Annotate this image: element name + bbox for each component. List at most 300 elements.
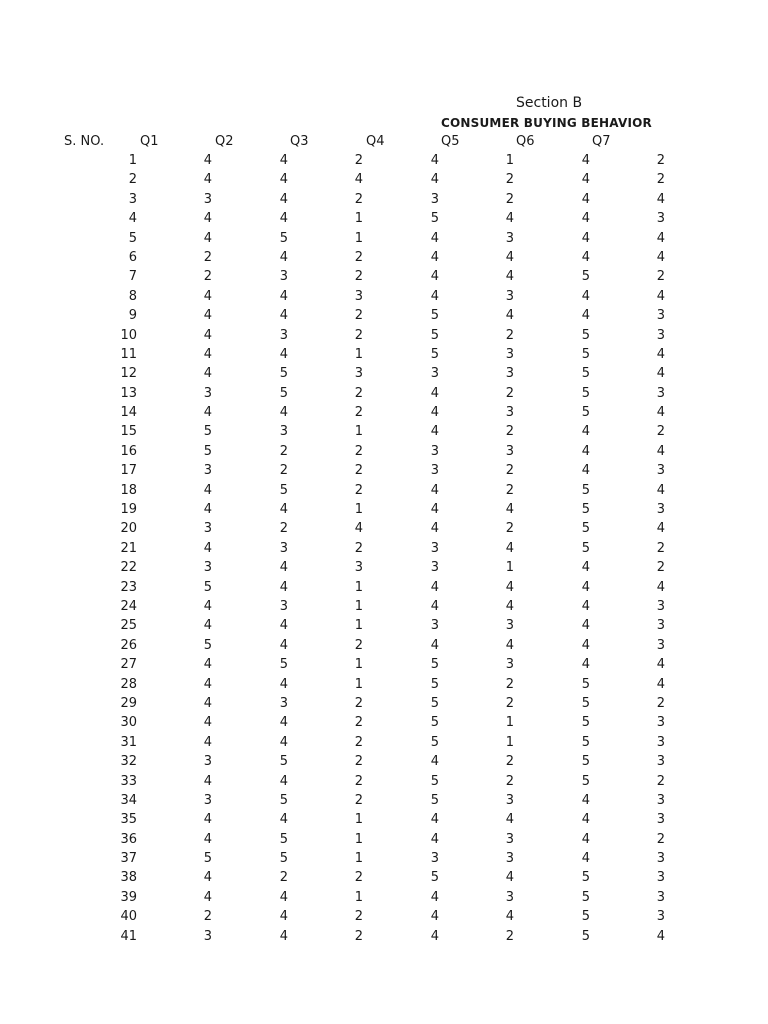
cell-q7: 4: [656, 676, 665, 692]
row-number: 19: [120, 502, 137, 518]
cell-q7: 4: [656, 521, 665, 537]
cell-q3: 3: [354, 366, 363, 382]
cell-q5: 2: [505, 424, 514, 440]
table-row: [0, 461, 768, 480]
row-number: 4: [128, 211, 137, 227]
cell-q5: 2: [505, 172, 514, 188]
cell-q2: 5: [279, 851, 288, 867]
row-number: 39: [120, 889, 137, 905]
cell-q5: 1: [505, 153, 514, 168]
cell-q5: 2: [505, 463, 514, 479]
table-row: [0, 442, 768, 461]
row-number: 11: [120, 346, 137, 362]
row-number: 15: [120, 424, 137, 440]
row-number: 33: [120, 773, 137, 789]
cell-q1: 4: [203, 657, 212, 673]
cell-q6: 5: [581, 870, 590, 886]
cell-q6: 4: [581, 153, 590, 168]
cell-q5: 2: [505, 754, 514, 770]
cell-q3: 1: [354, 598, 363, 614]
cell-q2: 5: [279, 385, 288, 401]
cell-q6: 5: [581, 734, 590, 750]
cell-q7: 3: [656, 618, 665, 634]
cell-q5: 3: [505, 851, 514, 867]
table-row: [0, 868, 768, 887]
cell-q6: 4: [581, 249, 590, 265]
cell-q6: 5: [581, 540, 590, 556]
cell-q7: 3: [656, 308, 665, 324]
row-number: 18: [120, 482, 137, 498]
cell-q6: 4: [581, 657, 590, 673]
row-number: 26: [120, 637, 137, 653]
cell-q7: 3: [656, 870, 665, 886]
row-number: 40: [120, 909, 137, 925]
cell-q7: 3: [656, 792, 665, 808]
cell-q5: 2: [505, 676, 514, 692]
cell-q2: 2: [279, 870, 288, 886]
cell-q4: 4: [430, 521, 439, 537]
cell-q7: 4: [656, 482, 665, 498]
cell-q4: 4: [430, 405, 439, 421]
cell-q6: 5: [581, 695, 590, 711]
cell-q7: 3: [656, 851, 665, 867]
row-number: 6: [128, 249, 137, 265]
cell-q1: 4: [203, 773, 212, 789]
table-row: [0, 791, 768, 810]
cell-q3: 1: [354, 618, 363, 634]
row-number: 31: [120, 734, 137, 750]
cell-q2: 5: [279, 482, 288, 498]
cell-q4: 4: [430, 579, 439, 595]
table-row: [0, 888, 768, 907]
cell-q5: 4: [505, 637, 514, 653]
table-title: CONSUMER BUYING BEHAVIOR: [441, 116, 652, 130]
cell-q7: 2: [656, 269, 665, 285]
row-number: 32: [120, 754, 137, 770]
cell-q6: 5: [581, 502, 590, 518]
cell-q6: 5: [581, 715, 590, 731]
table-row: [0, 752, 768, 771]
cell-q7: 3: [656, 385, 665, 401]
cell-q3: 2: [354, 443, 363, 459]
cell-q4: 3: [430, 366, 439, 382]
cell-q1: 5: [203, 424, 212, 440]
table-row: [0, 713, 768, 732]
cell-q6: 5: [581, 521, 590, 537]
cell-q2: 5: [279, 754, 288, 770]
cell-q6: 5: [581, 754, 590, 770]
cell-q5: 3: [505, 792, 514, 808]
cell-q5: 3: [505, 405, 514, 421]
cell-q4: 5: [430, 870, 439, 886]
cell-q3: 1: [354, 812, 363, 828]
cell-q7: 2: [656, 773, 665, 789]
cell-q7: 3: [656, 889, 665, 905]
cell-q3: 1: [354, 657, 363, 673]
cell-q2: 4: [279, 288, 288, 304]
table-row: [0, 810, 768, 829]
cell-q1: 4: [203, 308, 212, 324]
cell-q3: 1: [354, 676, 363, 692]
cell-q1: 4: [203, 327, 212, 343]
cell-q6: 4: [581, 191, 590, 207]
cell-q4: 4: [430, 754, 439, 770]
cell-q7: 4: [656, 288, 665, 304]
cell-q4: 5: [430, 657, 439, 673]
cell-q3: 2: [354, 249, 363, 265]
cell-q3: 1: [354, 211, 363, 227]
cell-q3: 2: [354, 191, 363, 207]
row-number: 41: [120, 928, 137, 944]
cell-q2: 4: [279, 889, 288, 905]
cell-q3: 4: [354, 521, 363, 537]
header-q1: Q1: [140, 134, 159, 149]
table-row: [0, 364, 768, 383]
row-number: 27: [120, 657, 137, 673]
cell-q2: 4: [279, 211, 288, 227]
cell-q2: 3: [279, 695, 288, 711]
cell-q7: 2: [656, 153, 665, 168]
row-number: 3: [128, 191, 137, 207]
header-q7: Q7: [592, 134, 611, 149]
cell-q6: 4: [581, 443, 590, 459]
cell-q1: 4: [203, 502, 212, 518]
cell-q7: 4: [656, 346, 665, 362]
cell-q4: 4: [430, 385, 439, 401]
cell-q2: 4: [279, 191, 288, 207]
cell-q3: 2: [354, 153, 363, 168]
cell-q3: 1: [354, 851, 363, 867]
cell-q5: 3: [505, 618, 514, 634]
cell-q4: 4: [430, 637, 439, 653]
header-q4: Q4: [366, 134, 385, 149]
section-label: Section B: [516, 95, 583, 111]
cell-q7: 3: [656, 463, 665, 479]
cell-q2: 2: [279, 521, 288, 537]
cell-q7: 4: [656, 443, 665, 459]
cell-q4: 4: [430, 831, 439, 847]
cell-q1: 4: [203, 870, 212, 886]
cell-q5: 2: [505, 521, 514, 537]
row-number: 36: [120, 831, 137, 847]
cell-q3: 2: [354, 792, 363, 808]
cell-q6: 4: [581, 172, 590, 188]
cell-q2: 4: [279, 773, 288, 789]
cell-q3: 3: [354, 560, 363, 576]
cell-q3: 2: [354, 463, 363, 479]
row-number: 29: [120, 695, 137, 711]
cell-q1: 3: [203, 792, 212, 808]
cell-q2: 4: [279, 153, 288, 168]
header-q6: Q6: [516, 134, 535, 149]
cell-q4: 5: [430, 327, 439, 343]
row-number: 8: [128, 288, 137, 304]
cell-q5: 3: [505, 443, 514, 459]
table-body: [0, 151, 768, 946]
table-row: [0, 170, 768, 189]
cell-q1: 2: [203, 249, 212, 265]
cell-q5: 3: [505, 288, 514, 304]
cell-q3: 2: [354, 870, 363, 886]
cell-q1: 4: [203, 889, 212, 905]
cell-q4: 4: [430, 909, 439, 925]
table-row: [0, 422, 768, 441]
row-number: 20: [120, 521, 137, 537]
cell-q6: 4: [581, 637, 590, 653]
cell-q7: 4: [656, 579, 665, 595]
table-row: [0, 306, 768, 325]
cell-q2: 4: [279, 249, 288, 265]
cell-q5: 4: [505, 269, 514, 285]
cell-q7: 3: [656, 327, 665, 343]
cell-q2: 4: [279, 676, 288, 692]
cell-q1: 4: [203, 734, 212, 750]
cell-q1: 4: [203, 346, 212, 362]
cell-q5: 3: [505, 831, 514, 847]
cell-q2: 4: [279, 928, 288, 944]
cell-q7: 3: [656, 754, 665, 770]
cell-q1: 5: [203, 579, 212, 595]
cell-q1: 5: [203, 637, 212, 653]
cell-q7: 3: [656, 211, 665, 227]
table-row: [0, 733, 768, 752]
cell-q6: 5: [581, 269, 590, 285]
cell-q2: 4: [279, 637, 288, 653]
cell-q5: 4: [505, 540, 514, 556]
row-number: 34: [120, 792, 137, 808]
cell-q2: 4: [279, 502, 288, 518]
cell-q7: 3: [656, 734, 665, 750]
cell-q4: 5: [430, 308, 439, 324]
cell-q1: 3: [203, 928, 212, 944]
row-number: 7: [128, 269, 137, 285]
cell-q6: 4: [581, 288, 590, 304]
table-row: [0, 849, 768, 868]
cell-q4: 5: [430, 346, 439, 362]
table-row: [0, 927, 768, 946]
cell-q1: 4: [203, 405, 212, 421]
cell-q3: 2: [354, 327, 363, 343]
cell-q2: 4: [279, 812, 288, 828]
cell-q6: 5: [581, 909, 590, 925]
cell-q5: 2: [505, 327, 514, 343]
cell-q1: 4: [203, 831, 212, 847]
cell-q6: 5: [581, 482, 590, 498]
cell-q4: 4: [430, 502, 439, 518]
cell-q3: 2: [354, 540, 363, 556]
cell-q2: 5: [279, 230, 288, 246]
cell-q6: 5: [581, 773, 590, 789]
cell-q4: 4: [430, 889, 439, 905]
cell-q5: 4: [505, 249, 514, 265]
cell-q2: 4: [279, 734, 288, 750]
row-number: 12: [120, 366, 137, 382]
row-number: 28: [120, 676, 137, 692]
cell-q1: 4: [203, 715, 212, 731]
table-row: [0, 326, 768, 345]
row-number: 5: [128, 230, 137, 246]
cell-q6: 5: [581, 366, 590, 382]
cell-q5: 4: [505, 870, 514, 886]
cell-q6: 5: [581, 327, 590, 343]
cell-q7: 2: [656, 831, 665, 847]
table-row: [0, 772, 768, 791]
table-row: [0, 558, 768, 577]
cell-q6: 5: [581, 385, 590, 401]
cell-q3: 2: [354, 482, 363, 498]
cell-q2: 4: [279, 346, 288, 362]
cell-q5: 1: [505, 560, 514, 576]
header-q3: Q3: [290, 134, 309, 149]
row-number: 2: [128, 172, 137, 188]
cell-q5: 2: [505, 928, 514, 944]
cell-q1: 3: [203, 521, 212, 537]
row-number: 9: [128, 308, 137, 324]
table-row: [0, 907, 768, 926]
cell-q6: 4: [581, 211, 590, 227]
table-row: [0, 248, 768, 267]
cell-q3: 2: [354, 715, 363, 731]
cell-q1: 4: [203, 172, 212, 188]
cell-q3: 4: [354, 172, 363, 188]
cell-q2: 5: [279, 831, 288, 847]
row-number: 38: [120, 870, 137, 886]
cell-q5: 4: [505, 502, 514, 518]
cell-q5: 2: [505, 773, 514, 789]
cell-q1: 4: [203, 211, 212, 227]
cell-q2: 2: [279, 463, 288, 479]
cell-q3: 1: [354, 579, 363, 595]
cell-q7: 3: [656, 715, 665, 731]
cell-q4: 4: [430, 812, 439, 828]
cell-q4: 3: [430, 540, 439, 556]
cell-q1: 3: [203, 385, 212, 401]
cell-q5: 3: [505, 230, 514, 246]
cell-q4: 5: [430, 676, 439, 692]
table-row: [0, 384, 768, 403]
cell-q5: 1: [505, 734, 514, 750]
cell-q5: 2: [505, 385, 514, 401]
cell-q3: 2: [354, 773, 363, 789]
cell-q7: 3: [656, 502, 665, 518]
cell-q6: 4: [581, 308, 590, 324]
cell-q7: 2: [656, 424, 665, 440]
cell-q2: 4: [279, 715, 288, 731]
cell-q2: 3: [279, 327, 288, 343]
cell-q5: 3: [505, 366, 514, 382]
cell-q4: 5: [430, 715, 439, 731]
row-number: 17: [120, 463, 137, 479]
cell-q6: 5: [581, 676, 590, 692]
cell-q3: 2: [354, 637, 363, 653]
cell-q6: 4: [581, 792, 590, 808]
cell-q4: 4: [430, 482, 439, 498]
table-row: [0, 578, 768, 597]
cell-q4: 4: [430, 598, 439, 614]
table-row: [0, 229, 768, 248]
cell-q3: 2: [354, 695, 363, 711]
cell-q7: 4: [656, 366, 665, 382]
cell-q6: 4: [581, 618, 590, 634]
row-number: 35: [120, 812, 137, 828]
row-number: 37: [120, 851, 137, 867]
cell-q4: 5: [430, 734, 439, 750]
table-row: [0, 655, 768, 674]
cell-q4: 5: [430, 773, 439, 789]
cell-q7: 3: [656, 598, 665, 614]
cell-q4: 3: [430, 443, 439, 459]
row-number: 10: [120, 327, 137, 343]
cell-q5: 4: [505, 909, 514, 925]
row-number: 30: [120, 715, 137, 731]
cell-q4: 4: [430, 172, 439, 188]
cell-q1: 2: [203, 269, 212, 285]
cell-q2: 2: [279, 443, 288, 459]
table-row: [0, 345, 768, 364]
table-row: [0, 481, 768, 500]
cell-q5: 2: [505, 482, 514, 498]
cell-q2: 5: [279, 657, 288, 673]
cell-q1: 4: [203, 676, 212, 692]
cell-q7: 2: [656, 560, 665, 576]
cell-q4: 5: [430, 792, 439, 808]
cell-q3: 2: [354, 754, 363, 770]
cell-q6: 4: [581, 560, 590, 576]
cell-q3: 3: [354, 288, 363, 304]
cell-q2: 4: [279, 308, 288, 324]
cell-q1: 3: [203, 191, 212, 207]
cell-q3: 2: [354, 909, 363, 925]
row-number: 22: [120, 560, 137, 576]
cell-q5: 2: [505, 191, 514, 207]
cell-q7: 2: [656, 172, 665, 188]
cell-q2: 3: [279, 424, 288, 440]
cell-q4: 4: [430, 269, 439, 285]
table-row: [0, 616, 768, 635]
cell-q7: 4: [656, 249, 665, 265]
cell-q7: 4: [656, 405, 665, 421]
table-header: [0, 133, 768, 151]
cell-q4: 3: [430, 463, 439, 479]
table-row: [0, 539, 768, 558]
cell-q1: 5: [203, 443, 212, 459]
cell-q2: 5: [279, 792, 288, 808]
cell-q2: 3: [279, 598, 288, 614]
cell-q2: 4: [279, 618, 288, 634]
cell-q3: 1: [354, 424, 363, 440]
cell-q6: 4: [581, 812, 590, 828]
cell-q1: 4: [203, 288, 212, 304]
row-number: 23: [120, 579, 137, 595]
cell-q6: 4: [581, 424, 590, 440]
table-row: [0, 287, 768, 306]
cell-q3: 2: [354, 385, 363, 401]
cell-q7: 4: [656, 191, 665, 207]
cell-q4: 4: [430, 249, 439, 265]
cell-q1: 4: [203, 598, 212, 614]
cell-q7: 4: [656, 928, 665, 944]
header-q2: Q2: [215, 134, 234, 149]
cell-q1: 4: [203, 812, 212, 828]
cell-q4: 4: [430, 424, 439, 440]
table-row: [0, 830, 768, 849]
cell-q6: 4: [581, 463, 590, 479]
cell-q3: 2: [354, 405, 363, 421]
cell-q1: 4: [203, 230, 212, 246]
row-number: 24: [120, 598, 137, 614]
cell-q1: 2: [203, 909, 212, 925]
cell-q7: 3: [656, 812, 665, 828]
